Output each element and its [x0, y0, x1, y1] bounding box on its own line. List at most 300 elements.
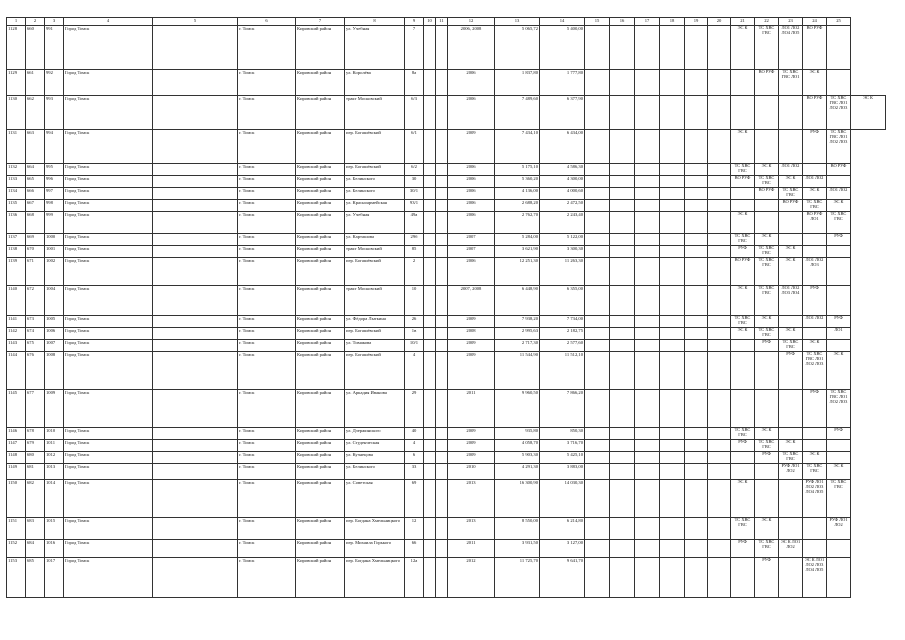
table-cell: 1130	[7, 96, 26, 130]
table-cell: РУФ	[803, 130, 827, 164]
table-cell: 2010	[448, 464, 495, 480]
table-cell: 1129	[7, 70, 26, 96]
table-row	[7, 164, 886, 176]
table-cell	[585, 352, 610, 390]
table-cell	[827, 176, 851, 188]
table-cell: 1132	[7, 164, 26, 176]
table-cell: 10	[405, 286, 424, 316]
table-cell: РУФ	[755, 558, 779, 598]
table-cell	[585, 340, 610, 352]
table-cell	[585, 176, 610, 188]
table-cell: ЛО1 ЛО2 ЛО3 ЛО4	[779, 286, 803, 316]
table-cell	[685, 464, 708, 480]
table-cell: Кировский район	[296, 70, 345, 96]
table-cell: Кировский район	[296, 246, 345, 258]
table-cell: 1151	[7, 518, 26, 540]
table-cell: ЭС К	[731, 480, 755, 518]
table-cell	[708, 176, 731, 188]
table-cell	[424, 200, 436, 212]
table-cell	[153, 440, 238, 452]
table-cell: ЭС К	[731, 286, 755, 316]
table-cell: 6	[405, 452, 424, 464]
table-cell: ТС ХВС ГВС ЛО1 ЛО2 ЛО3	[803, 352, 827, 390]
table-cell: 29б	[405, 234, 424, 246]
table-cell: ул. Белинского	[345, 176, 405, 188]
table-cell	[685, 518, 708, 540]
table-cell: 2009	[448, 130, 495, 164]
table-cell	[424, 558, 436, 598]
table-cell	[660, 518, 685, 540]
table-cell: пер. Богашёвский	[345, 352, 405, 390]
table-cell	[610, 246, 635, 258]
table-cell: Кировский район	[296, 340, 345, 352]
table-cell	[708, 70, 731, 96]
table-cell: ул. Аркадия Иванова	[345, 390, 405, 428]
table-cell	[436, 246, 448, 258]
table-cell	[436, 70, 448, 96]
column-header: 21	[731, 18, 755, 26]
table-cell	[585, 428, 610, 440]
table-cell	[660, 176, 685, 188]
table-cell: Кировский район	[296, 286, 345, 316]
table-cell	[708, 480, 731, 518]
table-cell: 1141	[7, 316, 26, 328]
table-cell	[708, 316, 731, 328]
table-cell	[827, 340, 851, 352]
table-cell: ЭС К	[827, 352, 851, 390]
table-cell: ТС ХВС ГВС	[803, 464, 827, 480]
table-cell: 29	[405, 390, 424, 428]
table-cell: 49а	[405, 212, 424, 234]
table-cell	[610, 558, 635, 598]
table-cell: 1142	[7, 328, 26, 340]
table-cell	[731, 464, 755, 480]
table-cell	[424, 164, 436, 176]
table-cell: 1017	[45, 558, 64, 598]
table-cell: Кировский район	[296, 26, 345, 70]
table-cell	[585, 464, 610, 480]
table-cell: 30/1	[405, 188, 424, 200]
table-cell: ЭС К	[803, 70, 827, 96]
table-cell	[585, 316, 610, 328]
table-cell	[660, 96, 685, 130]
table-cell: 1000	[45, 234, 64, 246]
table-cell	[635, 200, 660, 212]
table-cell: ЭС К	[731, 212, 755, 234]
table-cell	[660, 26, 685, 70]
table-cell: тракт Московский	[345, 286, 405, 316]
table-cell: г. Томск	[238, 258, 296, 286]
table-cell	[685, 390, 708, 428]
table-cell	[827, 70, 851, 96]
table-cell: ЭС К	[779, 246, 803, 258]
table-cell: 12 251,30	[495, 258, 540, 286]
table-cell	[610, 390, 635, 428]
table-cell: Город Томск	[64, 200, 153, 212]
table-cell	[153, 234, 238, 246]
table-cell	[635, 246, 660, 258]
table-cell: ЛО1 ЛО2 ЛО3	[803, 258, 827, 286]
table-cell	[610, 316, 635, 328]
table-cell: 2006	[448, 96, 495, 130]
table-cell	[660, 164, 685, 176]
table-cell: г. Томск	[238, 200, 296, 212]
table-cell	[635, 540, 660, 558]
table-cell	[635, 464, 660, 480]
table-cell: Кировский район	[296, 188, 345, 200]
table-cell: 16 300,90	[495, 480, 540, 518]
table-cell	[685, 258, 708, 286]
table-cell	[153, 452, 238, 464]
column-header: 11	[436, 18, 448, 26]
table-cell: 1136	[7, 212, 26, 234]
table-cell: Кировский район	[296, 212, 345, 234]
table-cell	[708, 464, 731, 480]
table-cell	[436, 212, 448, 234]
table-cell: ВО РУФ	[731, 258, 755, 286]
table-cell	[585, 390, 610, 428]
table-cell: ул. Тимакова	[345, 340, 405, 352]
table-cell: 8а	[405, 70, 424, 96]
table-cell: 1008	[45, 352, 64, 390]
table-cell	[424, 480, 436, 518]
table-cell: 7	[405, 26, 424, 70]
table-cell: 1138	[7, 246, 26, 258]
table-cell: 1149	[7, 464, 26, 480]
table-cell	[685, 540, 708, 558]
table-cell	[827, 540, 851, 558]
table-cell: г. Томск	[238, 286, 296, 316]
table-cell	[685, 200, 708, 212]
table-cell: 4	[405, 440, 424, 452]
table-cell	[153, 286, 238, 316]
table-cell	[635, 286, 660, 316]
column-header: 6	[238, 18, 296, 26]
table-cell: 1150	[7, 480, 26, 518]
table-cell: г. Томск	[238, 428, 296, 440]
table-row	[7, 246, 886, 258]
table-cell: ул. Учебная	[345, 26, 405, 70]
table-cell	[436, 188, 448, 200]
table-cell: 2006	[448, 70, 495, 96]
table-cell	[635, 316, 660, 328]
table-cell	[635, 188, 660, 200]
table-cell	[153, 200, 238, 212]
table-cell: Город Томск	[64, 452, 153, 464]
table-cell	[153, 540, 238, 558]
table-cell	[731, 96, 755, 130]
table-cell: 9 641,70	[540, 558, 585, 598]
table-cell: 2	[405, 258, 424, 286]
table-cell: 2 688,20	[495, 200, 540, 212]
table-cell: 662	[26, 96, 45, 130]
table-cell	[424, 70, 436, 96]
table-cell: ул. Белинского	[345, 464, 405, 480]
table-cell: Город Томск	[64, 96, 153, 130]
table-cell: 1147	[7, 440, 26, 452]
table-cell: 2006	[448, 258, 495, 286]
header-row	[7, 18, 886, 26]
table-cell: 2006	[448, 164, 495, 176]
table-cell: 7 938,20	[495, 316, 540, 328]
table-cell: ул. Кузнецова	[345, 452, 405, 464]
table-cell	[436, 352, 448, 390]
table-cell: ул. Фёдора Лыткина	[345, 316, 405, 328]
table-cell: 1010	[45, 428, 64, 440]
table-cell	[685, 26, 708, 70]
table-cell	[424, 328, 436, 340]
table-cell	[424, 340, 436, 352]
table-cell: ЭС К	[755, 518, 779, 540]
table-cell: ЭС К	[827, 200, 851, 212]
table-cell: 664	[26, 164, 45, 176]
table-row	[7, 316, 886, 328]
table-cell	[731, 390, 755, 428]
table-cell	[585, 480, 610, 518]
table-cell: 671	[26, 258, 45, 286]
table-cell: 4 586,30	[540, 164, 585, 176]
table-cell	[635, 96, 660, 130]
table-cell: Кировский район	[296, 234, 345, 246]
table-cell	[635, 234, 660, 246]
table-cell: Кировский район	[296, 130, 345, 164]
column-header: 24	[803, 18, 827, 26]
table-cell: 1012	[45, 452, 64, 464]
table-cell: ул. Студенческая	[345, 440, 405, 452]
table-cell: РУФ	[827, 428, 851, 440]
table-cell	[610, 164, 635, 176]
table-cell	[436, 540, 448, 558]
table-cell	[803, 328, 827, 340]
table-cell	[827, 440, 851, 452]
table-cell: ВО РУФ	[755, 70, 779, 96]
table-cell: Кировский район	[296, 480, 345, 518]
table-cell	[779, 558, 803, 598]
table-cell	[153, 558, 238, 598]
column-header: 17	[635, 18, 660, 26]
table-cell	[424, 540, 436, 558]
table-cell: 40	[405, 428, 424, 440]
column-header: 12	[448, 18, 495, 26]
table-cell: 2011	[448, 540, 495, 558]
table-cell: г. Томск	[238, 440, 296, 452]
table-cell: 3 300,30	[540, 246, 585, 258]
column-header: 22	[755, 18, 779, 26]
table-cell: 4	[405, 352, 424, 390]
table-cell: 7 489,60	[495, 96, 540, 130]
table-cell: 1013	[45, 464, 64, 480]
table-cell	[153, 428, 238, 440]
table-cell: Кировский район	[296, 164, 345, 176]
table-cell: ул. Советская	[345, 480, 405, 518]
table-cell	[779, 234, 803, 246]
table-cell: 5 175,10	[495, 164, 540, 176]
table-cell: ЭС К	[755, 316, 779, 328]
table-cell	[685, 96, 708, 130]
table-cell	[585, 558, 610, 598]
table-cell: г. Томск	[238, 188, 296, 200]
table-cell: 11 263,30	[540, 258, 585, 286]
table-cell	[585, 328, 610, 340]
table-cell	[803, 518, 827, 540]
table-cell	[660, 234, 685, 246]
column-header: 25	[827, 18, 851, 26]
table-cell: 3 931,50	[495, 540, 540, 558]
table-cell	[610, 96, 635, 130]
table-cell: 1 777,80	[540, 70, 585, 96]
table-cell	[585, 440, 610, 452]
table-cell: 669	[26, 234, 45, 246]
column-header: 1	[7, 18, 26, 26]
table-cell: РУФ	[731, 440, 755, 452]
table-cell	[660, 352, 685, 390]
table-cell: ТС ХВС ГВС ЛО1 ЛО2 ЛО3	[827, 96, 851, 130]
table-cell	[635, 340, 660, 352]
table-cell: 4 300,00	[540, 176, 585, 188]
column-header: 16	[610, 18, 635, 26]
table-cell: Город Томск	[64, 246, 153, 258]
column-header: 4	[64, 18, 153, 26]
table-cell: 5 065,72	[495, 26, 540, 70]
table-cell: 11 544,90	[495, 352, 540, 390]
table-cell: 992	[45, 70, 64, 96]
table-cell	[708, 258, 731, 286]
table-cell: ЛО1 ЛО2	[779, 164, 803, 176]
table-cell: г. Томск	[238, 26, 296, 70]
table-cell	[685, 328, 708, 340]
table-cell: 2013	[448, 518, 495, 540]
table-cell	[153, 164, 238, 176]
table-cell	[436, 258, 448, 286]
table-cell	[660, 188, 685, 200]
table-cell	[153, 316, 238, 328]
table-cell: г. Томск	[238, 212, 296, 234]
table-cell: пер. Богдана Хмельницкого	[345, 518, 405, 540]
table-cell	[731, 188, 755, 200]
table-cell	[436, 286, 448, 316]
table-cell: 5 425,10	[540, 452, 585, 464]
table-cell	[755, 96, 779, 130]
table-cell	[610, 518, 635, 540]
table-cell	[803, 440, 827, 452]
table-row	[7, 212, 886, 234]
table-cell: ЭС К	[779, 440, 803, 452]
table-cell: 1 837,80	[495, 70, 540, 96]
table-cell: ТС ХВС ГВС	[827, 480, 851, 518]
table-cell	[153, 464, 238, 480]
table-cell	[585, 258, 610, 286]
table-cell: 1011	[45, 440, 64, 452]
table-cell: тракт Московский	[345, 246, 405, 258]
table-row	[7, 428, 886, 440]
table-cell: Город Томск	[64, 130, 153, 164]
table-cell: 2013	[448, 480, 495, 518]
table-cell	[424, 390, 436, 428]
table-cell: 6/3	[405, 96, 424, 130]
table-cell: ЭС К ЛО1 ЛО2 ЛО3 ЛО4 ЛО5	[803, 558, 827, 598]
table-cell	[708, 234, 731, 246]
table-cell	[610, 234, 635, 246]
table-cell: 998	[45, 200, 64, 212]
table-cell: ТС ХВС ГВС	[803, 200, 827, 212]
table-cell	[660, 70, 685, 96]
column-header: 3	[45, 18, 64, 26]
table-cell	[708, 352, 731, 390]
table-cell: 2009	[448, 452, 495, 464]
table-cell	[585, 540, 610, 558]
table-cell	[424, 352, 436, 390]
table-cell: г. Томск	[238, 464, 296, 480]
table-cell	[708, 452, 731, 464]
table-cell	[424, 246, 436, 258]
table-cell: 2006	[448, 188, 495, 200]
table-cell: Город Томск	[64, 440, 153, 452]
table-row	[7, 188, 886, 200]
table-cell: г. Томск	[238, 452, 296, 464]
column-header: 10	[424, 18, 436, 26]
table-cell: ТС ХВС ГВС	[755, 328, 779, 340]
table-cell: 4 136,00	[495, 188, 540, 200]
table-cell	[731, 558, 755, 598]
table-cell	[685, 340, 708, 352]
table-cell: Город Томск	[64, 480, 153, 518]
table-row	[7, 352, 886, 390]
table-cell: 1140	[7, 286, 26, 316]
table-cell	[685, 352, 708, 390]
table-cell: 8 550,00	[495, 518, 540, 540]
table-cell	[153, 176, 238, 188]
table-cell	[436, 130, 448, 164]
table-cell	[610, 212, 635, 234]
table-cell	[635, 212, 660, 234]
table-cell	[779, 480, 803, 518]
table-cell: 3 883,00	[540, 464, 585, 480]
table-cell: 676	[26, 352, 45, 390]
table-cell	[424, 258, 436, 286]
table-cell	[635, 26, 660, 70]
table-cell: РУФ	[731, 246, 755, 258]
table-cell: Город Томск	[64, 390, 153, 428]
table-cell	[660, 428, 685, 440]
table-cell	[708, 130, 731, 164]
table-cell: ТС ХВС ГВС	[731, 518, 755, 540]
table-cell	[585, 26, 610, 70]
table-cell: 1134	[7, 188, 26, 200]
table-cell: ЭС К	[803, 452, 827, 464]
table-cell	[610, 188, 635, 200]
table-header	[7, 18, 886, 26]
table-cell	[153, 340, 238, 352]
table-cell: г. Томск	[238, 176, 296, 188]
table-cell: ЭС К	[827, 464, 851, 480]
table-cell: ТС ХВС ГВС ЛО1 ЛО2 ЛО3	[827, 390, 851, 428]
table-cell: 4 058,70	[495, 440, 540, 452]
table-cell	[660, 328, 685, 340]
table-row	[7, 558, 886, 598]
table-cell	[436, 200, 448, 212]
table-cell: 1146	[7, 428, 26, 440]
table-cell: РУФ ЛО1 ЛО2	[779, 464, 803, 480]
table-cell: пер. Богашёвский	[345, 258, 405, 286]
table-cell	[635, 452, 660, 464]
table-cell	[436, 390, 448, 428]
table-cell: ВО РУФ	[803, 96, 827, 130]
table-cell: 935,80	[495, 428, 540, 440]
table-cell: ТС ХВС ГВС	[779, 452, 803, 464]
table-cell: Город Томск	[64, 328, 153, 340]
table-cell	[436, 440, 448, 452]
table-cell: 991	[45, 26, 64, 70]
